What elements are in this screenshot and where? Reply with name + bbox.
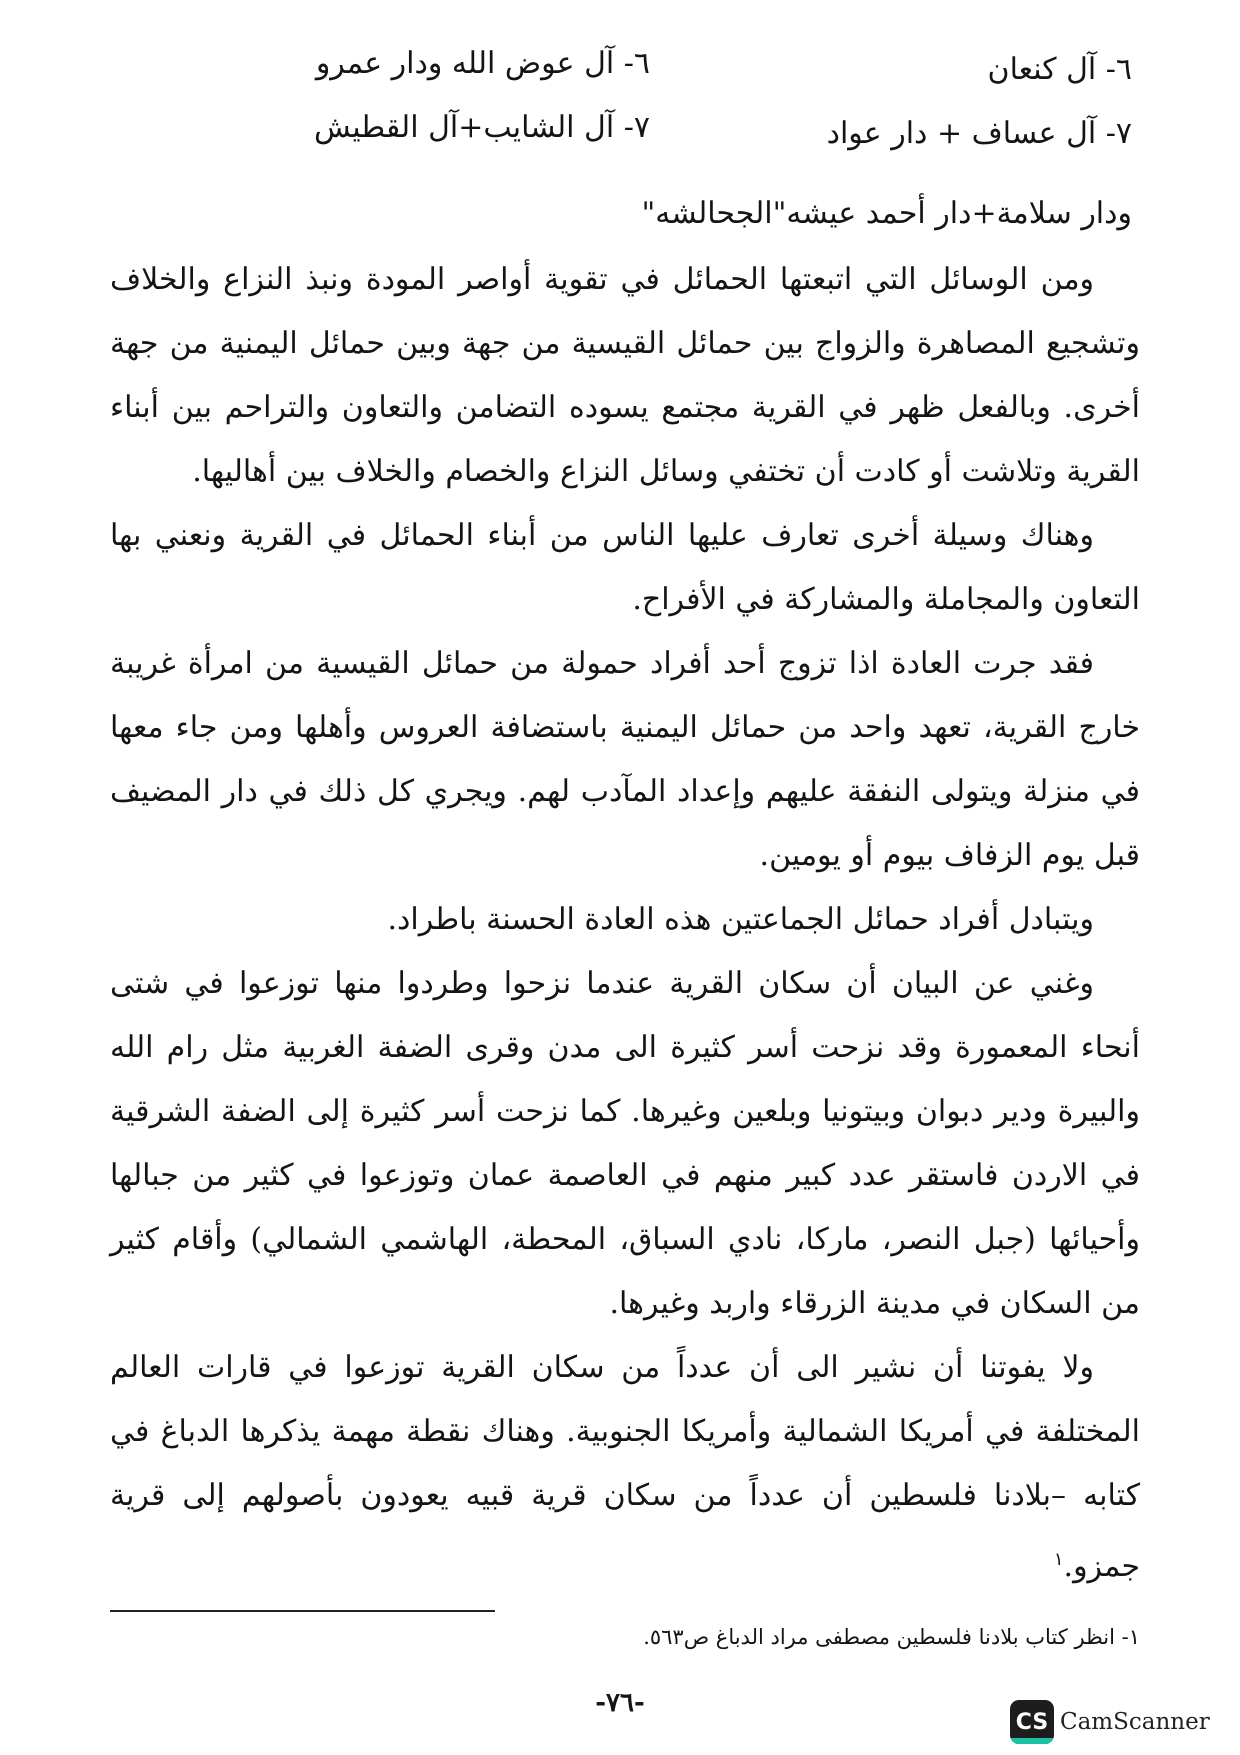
document-page — [110, 40, 1140, 1600]
camscanner-logo-icon: CS — [1010, 1700, 1054, 1744]
page-number: -٧٦- — [595, 1688, 645, 1718]
paragraph: فقد جرت العادة اذا تزوج أحد أفراد حمولة من حمائل القيسية من امرأة غريبة خارج القرية، تعهد واحد من حمائل اليمنية باستضافة العروس وأهلها ومن جاء معها في منزلة ويتولى النفقة عليهم وإعداد المآدب لهم. ويجري كل ذلك في دار المضيف قبل يوم الزفاف بيوم أو يومين. — [110, 646, 1140, 873]
family-entry: ٦- آل كنعان — [987, 52, 1132, 87]
paragraph: وهناك وسيلة أخرى تعارف عليها الناس من أبناء الحمائل في القرية ونعني بها التعاون والمجاملة والمشاركة في الأفراح. — [110, 518, 1140, 617]
camscanner-label: CamScanner — [1060, 1709, 1210, 1735]
family-entry: ٧- آل الشايب+آل القطيش — [313, 110, 650, 145]
families-row-7 — [110, 104, 1140, 168]
camscanner-watermark — [1010, 1700, 1210, 1744]
footnote-separator — [110, 1610, 495, 1612]
families-row-6 — [110, 40, 1140, 104]
paragraph-last — [110, 1336, 1140, 1599]
family-entry: ٦- آل عوض الله ودار عمرو — [315, 46, 650, 81]
paragraph: ويتبادل أفراد حمائل الجماعتين هذه العادة الحسنة باطراد. — [387, 902, 1094, 937]
footnote-reference: ١ — [1053, 1549, 1064, 1570]
paragraph: ومن الوسائل التي اتبعتها الحمائل في تقوية أواصر المودة ونبذ النزاع والخلاف وتشجيع المصاهرة والزواج بين حمائل القيسية من جهة وبين حمائل اليمنية من جهة أخرى. وبالفعل ظهر في القرية مجتمع يسوده التضامن والتعاون والتراحم بين أبناء القرية وتلاشت أو كادت أن تختفي وسائل النزاع والخصام والخلاف بين أهاليها. — [110, 262, 1140, 489]
families-list — [110, 40, 1140, 180]
footnote: ١- انظر كتاب بلادنا فلسطين مصطفى مراد الدباغ ص٥٦٣. — [643, 1625, 1140, 1649]
families-continuation: ودار سلامة+دار أحمد عيشه"الجحالشه" — [641, 196, 1132, 231]
paragraph: وغني عن البيان أن سكان القرية عندما نزحوا وطردوا منها توزعوا في شتى أنحاء المعمورة وقد نزحت أسر كثيرة الى مدن وقرى الضفة الغربية مثل رام الله والبيرة ودير دبوان وبيتونيا وبلعين وغيرها. كما نزحت أسر كثيرة إلى الضفة الشرقية في الاردن فاستقر عدد كبير منهم في العاصمة عمان وتوزعوا في كثير من جبالها وأحيائها (جبل النصر، ماركا، نادي السباق، المحطة، الهاشمي الشمالي) وأقام كثير من السكان في مدينة الزرقاء واربد وغيرها. — [110, 966, 1140, 1321]
family-entry: ٧- آل عساف + دار عواد — [826, 116, 1132, 151]
paragraph-text: ولا يفوتنا أن نشير الى أن عدداً من سكان القرية توزعوا في قارات العالم المختلفة في أمريكا الشمالية وأمريكا الجنوبية. وهناك نقطة مهمة يذكرها الدباغ في كتابه –بلادنا فلسطين أن عدداً من سكان قرية قبيه يعودون بأصولهم إلى قرية جمزو. — [110, 1350, 1140, 1584]
